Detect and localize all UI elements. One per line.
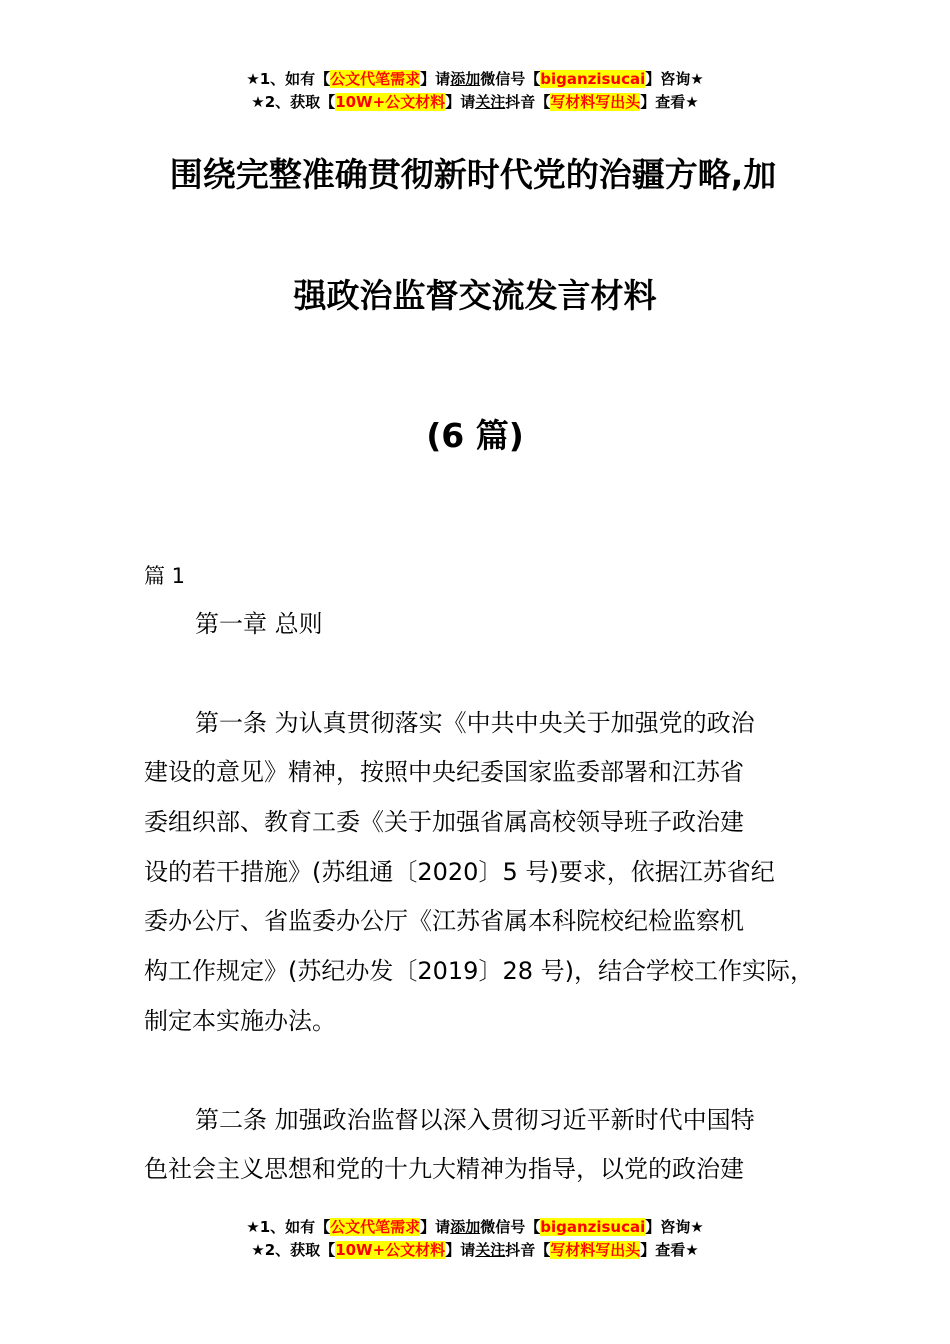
- banner-highlight: 公文代笔需求: [330, 70, 421, 88]
- banner-text: ★1、如有【: [246, 1218, 331, 1236]
- banner-text: 】请: [445, 93, 476, 111]
- document-title-count: (6 篇): [426, 416, 524, 455]
- banner-highlight: 公文代笔需求: [330, 1218, 421, 1236]
- document-title-line-2: 强政治监督交流发言材料: [293, 276, 657, 315]
- banner-text: 】咨询★: [645, 70, 704, 88]
- banner-text: ★1、如有【: [246, 70, 331, 88]
- paragraph-line: 委办公厅、省监委办公厅《江苏省属本科院校纪检监察机: [144, 907, 744, 935]
- banner-underline: 添加: [450, 70, 481, 88]
- banner-text: ★2、获取【: [251, 1241, 336, 1259]
- banner-line-1: [0, 1216, 950, 1239]
- banner-text: 】请: [420, 1218, 451, 1236]
- banner-text: 】咨询★: [645, 1218, 704, 1236]
- paragraph-line: 构工作规定》(苏纪办发〔2019〕28 号)，结合学校工作实际，: [144, 957, 814, 985]
- banner-text: 抖音【: [505, 1241, 551, 1259]
- section-heading: 篇 1: [144, 564, 186, 588]
- banner-text: 】查看★: [640, 93, 699, 111]
- paragraph-line: 设的若干措施》(苏组通〔2020〕5 号)要求，依据江苏省纪: [144, 858, 775, 886]
- banner-highlight: biganzisucai: [540, 70, 646, 88]
- banner-text: 微信号【: [480, 70, 541, 88]
- paragraph-line: 第一条 为认真贯彻落实《中共中央关于加强党的政治: [195, 709, 755, 737]
- banner-line-2: [0, 1239, 950, 1262]
- banner-highlight: 写材料写出头: [550, 93, 641, 111]
- paragraph-line: 制定本实施办法。: [144, 1007, 336, 1035]
- banner-underline: 关注: [475, 1241, 506, 1259]
- banner-line-1: [0, 68, 950, 91]
- banner-text: 】请: [420, 70, 451, 88]
- banner-text: 微信号【: [480, 1218, 541, 1236]
- footer-banner: [0, 1216, 950, 1262]
- paragraph-line: 委组织部、教育工委《关于加强省属高校领导班子政治建: [144, 808, 744, 836]
- banner-text: 】请: [445, 1241, 476, 1259]
- banner-text: ★2、获取【: [251, 93, 336, 111]
- chapter-heading: 第一章 总则: [195, 610, 323, 638]
- document-title-line-1: 围绕完整准确贯彻新时代党的治疆方略,加: [169, 155, 777, 194]
- paragraph-line: 第二条 加强政治监督以深入贯彻习近平新时代中国特: [195, 1106, 755, 1134]
- paragraph-line: 色社会主义思想和党的十九大精神为指导，以党的政治建: [144, 1155, 744, 1183]
- banner-underline: 关注: [475, 93, 506, 111]
- banner-highlight: 10W+公文材料: [335, 1241, 446, 1259]
- banner-line-2: [0, 91, 950, 114]
- paragraph-line: 建设的意见》精神，按照中央纪委国家监委部署和江苏省: [144, 758, 744, 786]
- header-banner: [0, 68, 950, 114]
- banner-text: 抖音【: [505, 93, 551, 111]
- banner-highlight: 10W+公文材料: [335, 93, 446, 111]
- banner-underline: 添加: [450, 1218, 481, 1236]
- banner-highlight: 写材料写出头: [550, 1241, 641, 1259]
- banner-highlight: biganzisucai: [540, 1218, 646, 1236]
- banner-text: 】查看★: [640, 1241, 699, 1259]
